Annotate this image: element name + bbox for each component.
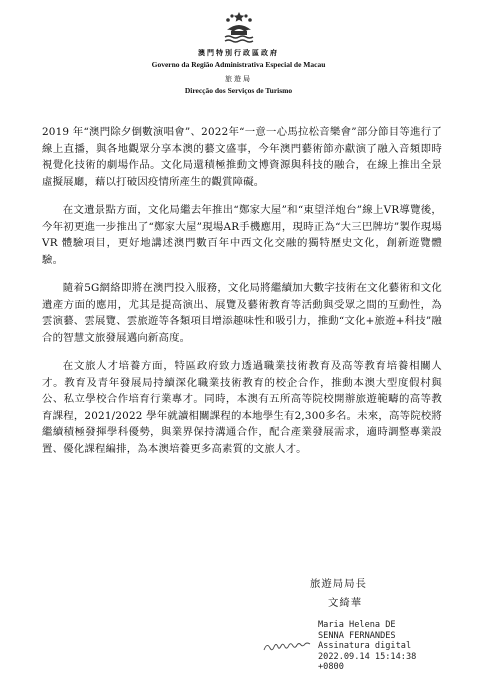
government-name-portuguese: Governo da Região Administrativa Especial de Macau (151, 60, 326, 69)
paragraph-2: 在文遺景點方面，文化局繼去年推出“鄭家大屋”和“東望洋炮台”線上VR導覽後，今年初更進一步推出了“鄭家大屋”現場AR手機應用，現時正為“大三巴牌坊”製作現場 VR 體驗項目，更好地講述澳門數百年中西文化交融的獨特歷史文化，創新遊覽體驗。 (42, 204, 442, 266)
signatory-name: 文綺華 (328, 597, 363, 609)
department-name-portuguese: Direcção dos Serviços de Turismo (184, 86, 293, 95)
macau-emblem-icon (219, 10, 259, 46)
paragraph-4: 在文旅人才培養方面，特區政府致力透過職業技術教育及高等教育培養相關人才。教育及青年發展局持續深化職業技術教育的校企合作，推動本澳大型度假村與公、私立學校合作培育行業專才。同時，本澳有五所高等院校開辦旅遊範疇的高等教育課程，2021/2022 學年就讀相關課程的本地學生有2,300多名。未來，高等院校將繼續積極發揮學科優勢，與業界保持溝通合作，配合產業發展需求，適時調整專業設置、優化課程編排，為本澳培養更多高素質的文旅人才。 (42, 360, 442, 455)
signatory-title: 旅遊局局長 (310, 578, 367, 590)
government-name-chinese: 澳門特別行政區政府 (198, 48, 279, 57)
handwritten-signature-icon (262, 640, 318, 654)
letter-body (42, 124, 442, 469)
department-name-chinese: 旅遊局 (225, 75, 252, 83)
paragraph-3: 隨着5G網絡即將在澳門投入服務，文化局將繼續加大數字技術在文化藝術和文化遺產方面的應用，尤其是提高演出、展覽及藝術教育等活動與受眾之間的互動性，為雲演藝、雲展覽、雲旅遊等各類項目增添趣味性和吸引力，推動“文化+旅遊+科技”融合的智慧文旅發展邁向新高度。 (42, 282, 442, 344)
letterhead (0, 0, 477, 95)
paragraph-1: 2019 年“澳門除夕倒數演唱會”、2022年“一意一心馬拉松音樂會”部分節目等進行了線上直播，與各地觀眾分享本澳的藝文盛事，今年澳門藝術節亦獻演了融入音頻即時視覺化技術的劇場作品。文化局還積極推動文博資源與科技的融合，在線上推出全景虛擬展廳，藉以打破因疫情所產生的觀賞障礙。 (42, 126, 442, 188)
digital-signature-block: Maria Helena DE SENNA FERNANDES Assinatura digital 2022.09.14 15:14:38 +0800 (318, 620, 417, 673)
